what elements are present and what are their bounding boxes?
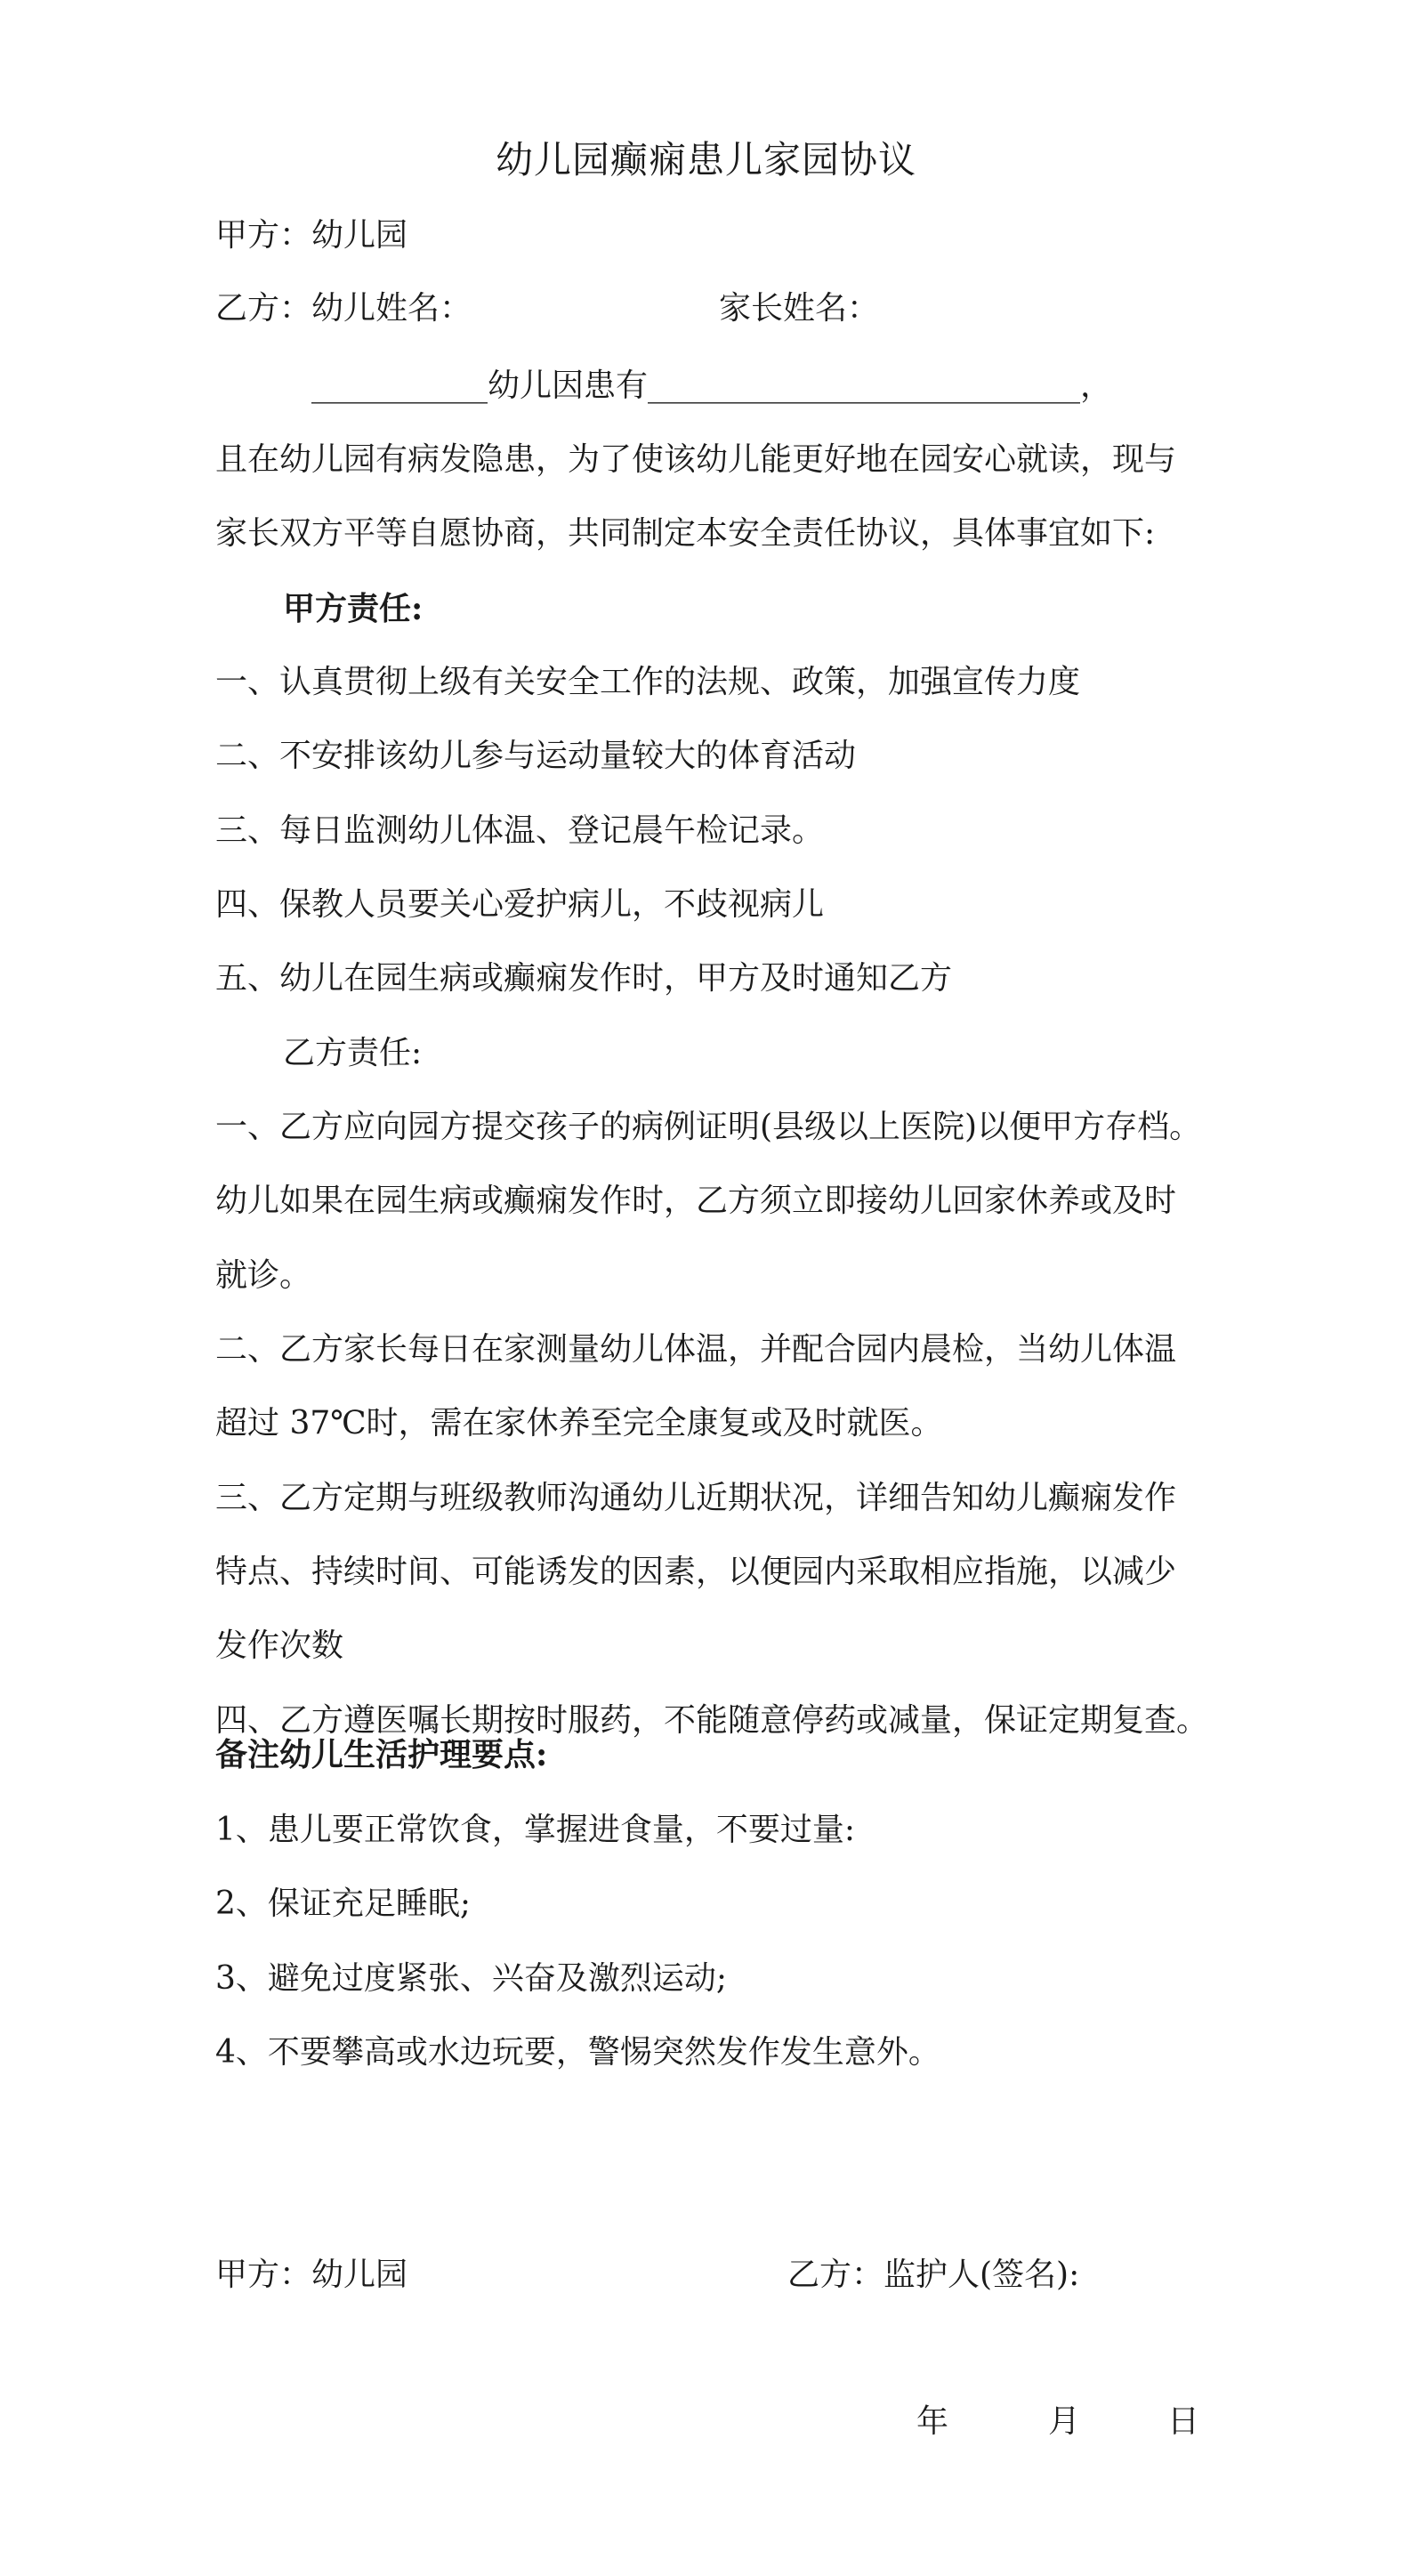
party-b-text-line: 超过 37℃时，需在家休养至完全康复或及时就医。 <box>215 1405 943 1441</box>
party-b-responsibility-heading: 乙方责任: <box>283 1035 423 1071</box>
note-item: 4、不要攀高或水边玩要，警惕突然发作发生意外。 <box>215 2034 940 2071</box>
party-b-parent-name-label: 家长姓名： <box>719 290 880 327</box>
party-a-responsibility-heading: 甲方责任: <box>283 590 424 627</box>
party-b-text-line: 幼儿如果在园生病或癫痫发作时，乙方须立即接幼儿回家休养或及时 <box>215 1183 1177 1219</box>
intro-line-3: 家长双方平等自愿协商，共同制定本安全责任协议，具体事宜如下: <box>215 515 1156 552</box>
party-a-item: 三、每日监测幼儿体温、登记晨午检记录。 <box>215 812 825 849</box>
party-b-text-line: 三、乙方定期与班级教师沟通幼儿近期状况，详细告知幼儿癫痫发作 <box>215 1480 1177 1516</box>
party-b-text-line: 就诊。 <box>215 1257 312 1294</box>
party-b-text-line: 二、乙方家长每日在家测量幼儿体温，并配合园内晨检，当幼儿体温 <box>215 1331 1177 1368</box>
party-b-child-name-label: 乙方：幼儿姓名： <box>215 290 472 327</box>
signature-party-b: 乙方：监护人(签名): <box>787 2257 1080 2293</box>
party-a-item: 四、保教人员要关心爱护病儿，不歧视病儿 <box>215 886 825 923</box>
party-b-text-line: 四、乙方遵医嘱长期按时服药，不能随意停药或减量，保证定期复查。 <box>215 1702 1209 1739</box>
date-year-label: 年 <box>916 2403 949 2440</box>
note-item: 3、避免过度紧张、兴奋及激烈运动; <box>215 1960 728 1997</box>
page-title: 幼儿园癫痫患儿家园协议 <box>495 138 916 182</box>
date-day-label: 日 <box>1167 2403 1200 2440</box>
party-a-item: 一、认真贯彻上级有关安全工作的法规、政策，加强宣传力度 <box>215 664 1081 700</box>
note-item: 2、保证充足睡眠; <box>215 1886 472 1922</box>
note-item: 1、患儿要正常饮食，掌握进食量，不要过量: <box>215 1812 856 1848</box>
party-b-text-line: 特点、持续时间、可能诱发的因素，以便园内采取相应指施，以减少 <box>215 1554 1177 1590</box>
signature-party-a: 甲方：幼儿园 <box>215 2257 408 2293</box>
notes-heading: 备注幼儿生活护理要点: <box>215 1736 548 1773</box>
party-b-text-line: 发作次数 <box>215 1627 344 1664</box>
party-b-text-line: 一、乙方应向园方提交孩子的病例证明(县级以上医院)以便甲方存档。 <box>215 1109 1202 1145</box>
party-a-item: 二、不安排该幼儿参与运动量较大的体育活动 <box>215 738 857 774</box>
party-a-item: 五、幼儿在园生病或癫痫发作时，甲方及时通知乙方 <box>215 960 953 997</box>
intro-line-1: ___________幼儿因患有___________________________， <box>311 367 1113 404</box>
party-a-line: 甲方：幼儿园 <box>215 217 408 254</box>
intro-line-2: 且在幼儿园有病发隐患，为了使该幼儿能更好地在园安心就读，现与 <box>215 441 1177 478</box>
date-month-label: 月 <box>1048 2403 1081 2440</box>
